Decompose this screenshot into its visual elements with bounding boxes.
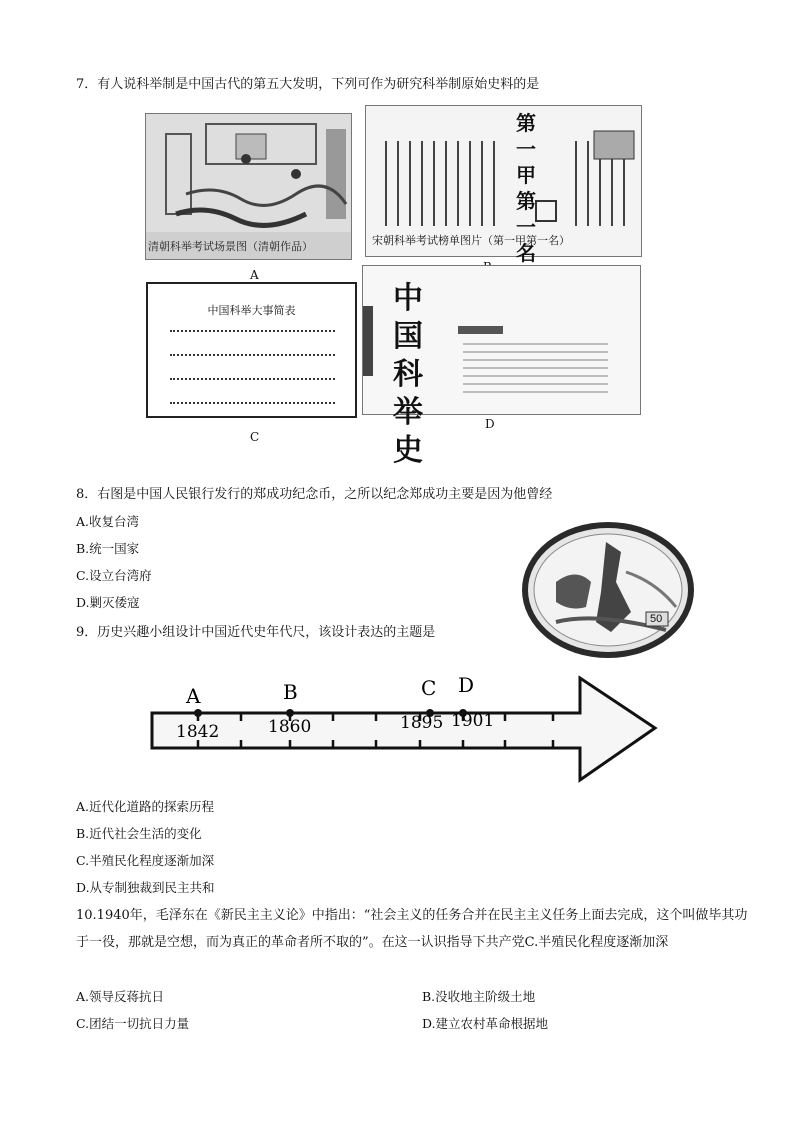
q9-option-a: A.近代化道路的探索历程 [76,799,215,814]
book-text-lines [363,266,640,414]
commemorative-coin [516,512,699,660]
q8-option-a: A.收复台湾 [76,514,140,529]
q9-option-b: B.近代社会生活的变化 [76,826,202,841]
timeline-dot-a [194,709,202,717]
q10-option-d: D.建立农村革命根据地 [422,1016,549,1031]
dotted-line-1 [170,330,335,332]
q8-option-d: D.剿灭倭寇 [76,595,140,610]
q7-image-d [362,265,641,468]
image-c-title: 中国科举大事简表 [207,305,296,317]
dotted-line-4 [170,402,335,404]
label-a: A [250,268,259,282]
dotted-line-2 [170,354,335,356]
timeline-dot-b [286,709,294,717]
q7-image-a [145,113,352,260]
q7-image-c [146,282,357,418]
q9-stem: 9．历史兴趣小组设计中国近代史年代尺，该设计表达的主题是 [76,625,436,640]
timeline-label-d: D [458,673,475,697]
q8-stem: 8．右图是中国人民银行发行的郑成功纪念币，之所以纪念郑成功主要是因为他曾经 [76,487,553,502]
label-d: D [485,417,495,431]
label-c: C [250,430,260,444]
q9-option-c: C.半殖民化程度逐渐加深 [76,853,215,868]
timeline-year-1901: 1901 [451,711,495,731]
timeline-label-c: C [421,676,437,700]
timeline-label-b: B [283,680,298,704]
q10-option-a: A.领导反蒋抗日 [76,989,165,1004]
timeline-year-1842: 1842 [176,722,220,742]
q10-option-c: C.团结一切抗日力量 [76,1016,190,1031]
image-b-caption: 宋朝科举考试榜单图片（第一甲第一名） [372,235,570,247]
dotted-line-3 [170,378,335,380]
image-a-caption: 清朝科举考试场景图（清朝作品） [148,241,313,253]
timeline-year-1860: 1860 [268,717,312,737]
timeline-ruler [140,668,670,788]
q7-image-b [365,105,642,265]
image-b-title: 第一甲第一名 [516,111,536,265]
coin-illustration [516,512,699,660]
q7-stem: 7．有人说科举制是中国古代的第五大发明，下列可作为研究科举制原始史料的是 [76,77,540,92]
q10-stem: 10.1940年，毛泽东在《新民主主义论》中指出：“社会主义的任务合并在民主主义任务上面去完成，这个叫做毕其功于一役，那就是空想，而为真正的革命者所不取的”。在这一认识指导下共产党C.半殖民化程度逐渐加深 [76,908,748,950]
coin-value: 50 [650,613,663,625]
q8-option-b: B.统一国家 [76,541,140,556]
timeline-year-1895: 1895 [400,713,444,733]
q9-option-d: D.从专制独裁到民主共和 [76,880,215,895]
q10-option-b: B.没收地主阶级土地 [422,989,536,1004]
image-d-title: 中国科举史 [393,281,423,468]
timeline-label-a: A [186,684,201,708]
q8-option-c: C.设立台湾府 [76,568,152,583]
